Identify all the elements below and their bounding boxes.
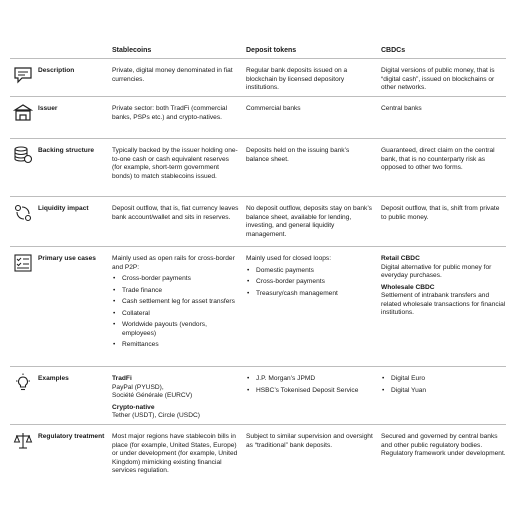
list-item: • Cross-border payments [246, 278, 374, 287]
row-liquidity-impact [10, 196, 506, 245]
row-label: Primary use cases [38, 255, 96, 262]
row-label: Backing structure [38, 147, 95, 154]
row-label: Regulatory treatment [38, 433, 105, 440]
issuer-deposit-tokens: Commercial banks [246, 105, 301, 112]
list-item: • Trade finance [112, 287, 240, 296]
scales-icon [13, 431, 33, 451]
wholesale-cbdc-text: Settlement of intrabank transfers and related wholesale transactions for financial institutions. [381, 292, 506, 316]
list-item: • Cash settlement leg for asset transfers [112, 298, 240, 307]
liquidity-cbdcs: Deposit outflow, that is, shift from private to public money. [381, 205, 500, 221]
row-label: Description [38, 67, 75, 74]
row-description [10, 58, 506, 95]
backing-stablecoins: Typically backed by the issuer holding one-to-one cash or cash equivalent reserves (for example, short-term government bonds) to match stablecoins issued. [112, 147, 238, 180]
crypto-native-title: Crypto-native [112, 403, 155, 411]
header-deposit-tokens: Deposit tokens [246, 47, 297, 54]
issuer-stablecoins: Private sector: both TradFi (commercial banks, PSPs etc.) and crypto-natives. [112, 105, 228, 121]
examples-cbdcs [381, 375, 506, 398]
row-regulatory-treatment [10, 424, 506, 505]
lightbulb-icon [13, 373, 33, 393]
description-stablecoins: Private, digital money denominated in fiat currencies. [112, 67, 233, 83]
list-item: • J.P. Morgan’s JPMD [246, 375, 374, 384]
list-item: • Cross-border payments [112, 275, 240, 284]
chat-bubble-icon [13, 65, 33, 85]
list-item: • Collateral [112, 310, 240, 319]
retail-cbdc-title: Retail CBDC [381, 255, 420, 262]
issuer-cbdcs: Central banks [381, 105, 422, 112]
tradfi-example: PayPal (PYUSD), [112, 383, 164, 391]
header-stablecoins: Stablecoins [112, 47, 152, 54]
row-issuer [10, 96, 506, 137]
list-item: • Treasury/cash management [246, 290, 374, 299]
retail-cbdc-text: Digital alternative for public money for everyday purchases. [381, 263, 492, 279]
row-label: Liquidity impact [38, 205, 89, 212]
row-primary-use-cases [10, 246, 506, 365]
usecases-intro: Mainly used for closed loops: [246, 255, 332, 262]
description-deposit-tokens: Regular bank deposits issued on a blockchain by licensed depository institutions. [246, 67, 348, 91]
liquidity-stablecoins: Deposit outflow, that is, fiat currency leaves bank account/wallet and sits in reserves. [112, 205, 239, 221]
tradfi-title: TradFi [112, 375, 132, 382]
list-item: • Worldwide payouts (vendors, employees) [112, 321, 240, 338]
list-item: • Digital Yuan [381, 387, 506, 396]
row-examples [10, 366, 506, 423]
list-item: • HSBC’s Tokenised Deposit Service [246, 387, 374, 396]
usecases-cbdcs [381, 255, 506, 321]
coin-stack-icon [13, 145, 33, 165]
row-label: Issuer [38, 105, 58, 112]
row-backing-structure [10, 138, 506, 195]
examples-stablecoins [112, 375, 240, 421]
backing-deposit-tokens: Deposits held on the issuing bank’s balance sheet. [246, 147, 350, 163]
usecases-intro: Mainly used as open rails for cross-border and P2P: [112, 255, 235, 271]
list-item: • Digital Euro [381, 375, 506, 384]
list-item: • Domestic payments [246, 267, 374, 276]
regulatory-deposit-tokens: Subject to similar supervision and oversight as “traditional” bank deposits. [246, 433, 373, 449]
usecases-deposit-tokens [246, 255, 374, 301]
checklist-icon [13, 253, 33, 273]
list-item: • Remittances [112, 341, 240, 350]
row-label: Examples [38, 375, 69, 382]
examples-deposit-tokens [246, 375, 374, 398]
wholesale-cbdc-title: Wholesale CBDC [381, 283, 435, 291]
liquidity-deposit-tokens: No deposit outflow, deposits stay on bank’s balance sheet, available for lending, investing, and general liquidity management. [246, 205, 372, 238]
crypto-native-example: Tether (USDT), Circle (USDC) [112, 412, 200, 419]
tradfi-example: Société Générale (EURCV) [112, 392, 193, 399]
bank-building-icon [13, 103, 33, 123]
regulatory-stablecoins: Most major regions have stablecoin bills in place (for example, United States, Europe) or under development (for example, United Kingdom) mimicking existing financial services regulation. [112, 433, 238, 474]
regulatory-cbdcs: Secured and governed by central banks and other public regulatory bodies. Regulatory framework under development. [381, 433, 506, 457]
description-cbdcs: Digital versions of public money, that is “digital cash”, issued on blockchains or other networks. [381, 67, 495, 91]
exchange-arrows-icon [13, 203, 33, 223]
usecases-stablecoins [112, 255, 240, 353]
header-cbdcs: CBDCs [381, 47, 406, 54]
backing-cbdcs: Guaranteed, direct claim on the central bank, that is no counterparty risk as opposed to other two forms. [381, 147, 495, 171]
